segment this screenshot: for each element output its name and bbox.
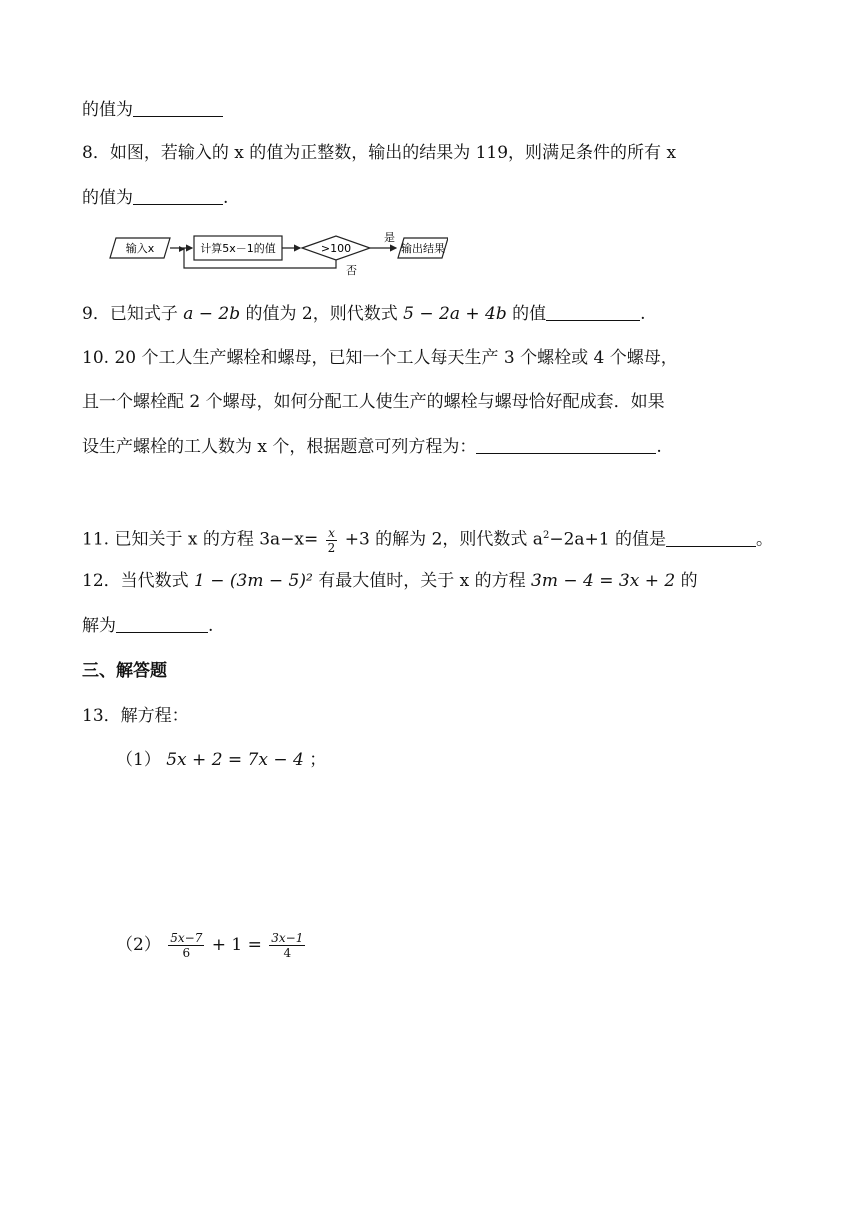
compute-label: 计算5x－1的值 — [200, 242, 276, 255]
q10-line1: 10. 20 个工人生产螺栓和螺母，已知一个工人每天生产 3 个螺栓或 4 个螺母， — [82, 348, 678, 368]
expr-a-2b: a − 2b — [183, 304, 241, 324]
answer-blank[interactable] — [476, 435, 656, 454]
answer-blank[interactable] — [133, 98, 223, 117]
section-heading: 三、解答题 — [82, 661, 167, 681]
fraction-right: $\frac{3x-1}{4}$ — [271, 931, 304, 960]
q10-line2: 且一个螺栓配 2 个螺母，如何分配工人使生产的螺栓与螺母恰好配成套．如果 — [82, 392, 665, 412]
condition-label: >100 — [320, 242, 352, 255]
input-label: 输入x — [125, 242, 155, 255]
q9: 9．已知式子 a − 2b 的值为 2，则代数式 5 − 2a + 4b 的值 . — [82, 304, 646, 324]
q8-line2: 的值为 . — [82, 188, 229, 208]
flowchart-diagram — [108, 228, 448, 276]
q13-part1: （1） 5x + 2 = 7x − 4 ； — [116, 750, 327, 770]
q13-part2: （2） $\frac{5x-7}{6}$ + 1 = $\frac{3x-1}{4}$ — [116, 931, 304, 960]
q8-line1: 8．如图，若输入的 x 的值为正整数，输出的结果为 119，则满足条件的所有 x — [82, 143, 677, 163]
equation-3m: 3m − 4 = 3x + 2 — [531, 571, 676, 591]
fraction-left: $\frac{5x-7}{6}$ — [170, 931, 203, 960]
answer-blank[interactable] — [133, 186, 223, 205]
q11: 11. 已知关于 x 的方程 3a−x= $\frac{x}{2}$ +3 的解为 2，则代数式 $a^2-2a+1$ 的值是 。 — [82, 525, 773, 555]
output-label: 输出结果 — [401, 242, 445, 255]
expr-5-2a-4b: 5 − 2a + 4b — [403, 304, 507, 324]
yes-label: 是 — [384, 231, 395, 244]
answer-blank[interactable] — [666, 528, 756, 547]
q7-tail: 的值为 — [82, 98, 223, 122]
q12-line2: 解为 . — [82, 616, 214, 636]
expr-1-minus-square: 1 − (3m − 5)² — [194, 571, 313, 591]
equation-part1: 5x + 2 = 7x − 4 — [166, 750, 304, 770]
answer-blank[interactable] — [546, 302, 640, 321]
fraction-x-over-2: $\frac{x}{2}$ — [327, 525, 336, 555]
no-label: 否 — [346, 264, 357, 276]
q12-line1: 12．当代数式 1 − (3m − 5)² 有最大值时，关于 x 的方程 3m − 4 = 3x + 2 的 — [82, 571, 698, 591]
q13-title: 13．解方程： — [82, 706, 189, 726]
q10-line3: 设生产螺栓的工人数为 x 个，根据题意可列方程为： . — [82, 437, 662, 457]
answer-blank[interactable] — [116, 614, 208, 633]
